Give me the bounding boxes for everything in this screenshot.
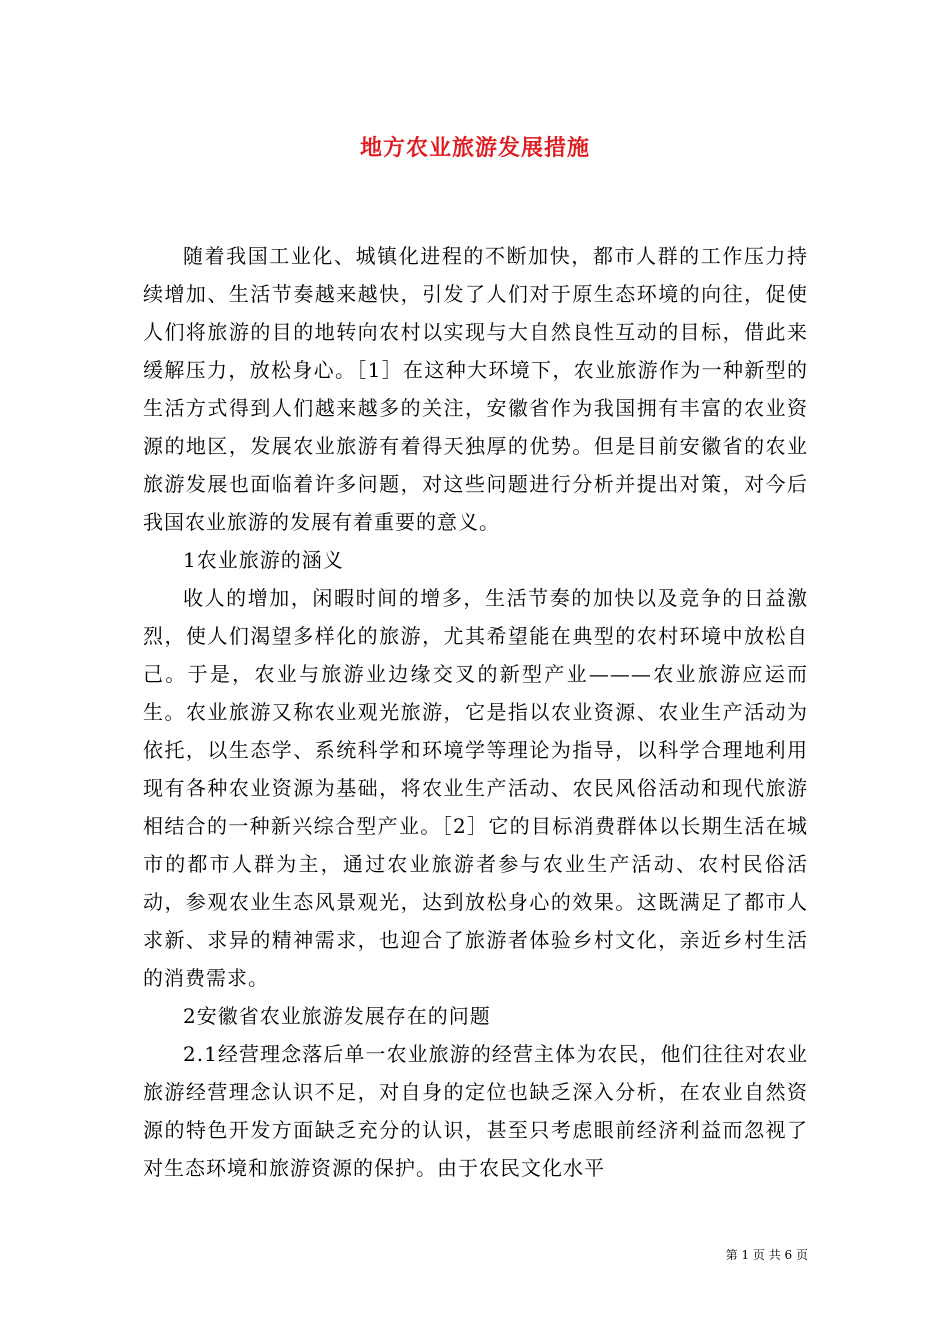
section-heading-1: 1农业旅游的涵义 bbox=[183, 548, 344, 572]
paragraph-intro: 随着我国工业化、城镇化进程的不断加快，都市人群的工作压力持续增加、生活节奏越来越快，引发了人们对于原生态环境的向往，促使人们将旅游的目的地转向农村以实现与大自然良性互动的目标，借此来缓解压力，放松身心。［1］在这种大环境下，农业旅游作为一种新型的生活方式得到人们越来越多的关注，安徽省作为我国拥有丰富的农业资源的地区，发展农业旅游有着得天独厚的优势。但是目前安徽省的农业旅游发展也面临着许多问题，对这些问题进行分析并提出对策，对今后我国农业旅游的发展有着重要的意义。 bbox=[143, 244, 808, 534]
paragraph-section-1: 收人的增加，闲暇时间的增多，生活节奏的加快以及竞争的日益激烈，使人们渴望多样化的旅游，尤其希望能在典型的农村环境中放松自己。于是，农业与旅游业边缘交叉的新型产业———农业旅游应运而生。农业旅游又称农业观光旅游，它是指以农业资源、农业生产活动为依托，以生态学、系统科学和环境学等理论为指导，以科学合理地利用现有各种农业资源为基础，将农业生产活动、农民风俗活动和现代旅游相结合的一种新兴综合型产业。［2］它的目标消费群体以长期生活在城市的都市人群为主，通过农业旅游者参与农业生产活动、农村民俗活动，参观农业生态风景观光，达到放松身心的效果。这既满足了都市人求新、求异的精神需求，也迎合了旅游者体验乡村文化，亲近乡村生活的消费需求。 bbox=[143, 586, 808, 990]
document-body bbox=[143, 237, 808, 1187]
page-number-footer: 第 1 页 共 6 页 bbox=[725, 1248, 808, 1262]
document-title: 地方农业旅游发展措施 bbox=[359, 135, 590, 161]
section-heading-2: 2安徽省农业旅游发展存在的问题 bbox=[183, 1004, 491, 1028]
paragraph-section-2-1: 2.1经营理念落后单一农业旅游的经营主体为农民，他们往往对农业旅游经营理念认识不足，对自身的定位也缺乏深入分析，在农业自然资源的特色开发方面缺乏充分的认识，甚至只考虑眼前经济利益而忽视了对生态环境和旅游资源的保护。由于农民文化水平 bbox=[143, 1042, 808, 1180]
